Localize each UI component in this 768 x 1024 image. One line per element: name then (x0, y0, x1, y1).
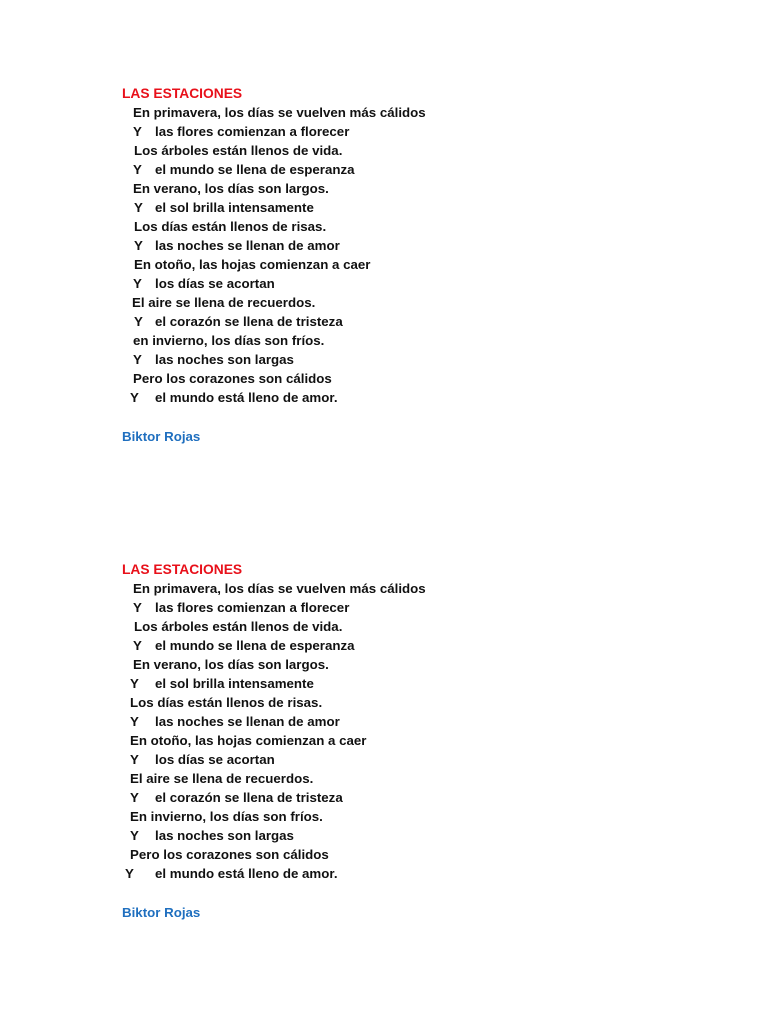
poem-line-conjunction: Y (125, 866, 134, 881)
poem-line-conjunction: Y (130, 828, 139, 843)
poem-line-text: En verano, los días son largos. (133, 657, 329, 672)
poem-title: LAS ESTACIONES (122, 562, 243, 577)
poem-line-text: Pero los corazones son cálidos (133, 371, 332, 386)
poem-line-text: el sol brilla intensamente (155, 676, 314, 691)
poem-line-text: las noches se llenan de amor (155, 714, 340, 729)
poem-line-text: En otoño, las hojas comienzan a caer (134, 257, 371, 272)
poem-line-text: Los árboles están llenos de vida. (134, 143, 343, 158)
poem-line-conjunction: Y (133, 352, 142, 367)
poem-line-text: En verano, los días son largos. (133, 181, 329, 196)
poem-line-text: Pero los corazones son cálidos (130, 847, 329, 862)
poem-line-text: En primavera, los días se vuelven más cálidos (133, 581, 426, 596)
poem-line-text: el sol brilla intensamente (155, 200, 314, 215)
poem-line-conjunction: Y (130, 752, 139, 767)
poem-title: LAS ESTACIONES (122, 86, 243, 101)
poem-line-text: El aire se llena de recuerdos. (130, 771, 314, 786)
poem-line-text: Los árboles están llenos de vida. (134, 619, 343, 634)
poem-line-conjunction: Y (133, 162, 142, 177)
poem-line-text: En primavera, los días se vuelven más cálidos (133, 105, 426, 120)
poem-line-conjunction: Y (134, 200, 143, 215)
poem-line-text: las flores comienzan a florecer (155, 600, 350, 615)
poem-line-text: En invierno, los días son fríos. (130, 809, 323, 824)
poem-author: Biktor Rojas (122, 429, 201, 444)
poem-line-text: las noches son largas (155, 352, 294, 367)
poem-line-text: los días se acortan (155, 276, 275, 291)
poem-line-conjunction: Y (134, 314, 143, 329)
poem-line-text: los días se acortan (155, 752, 275, 767)
poem-line-conjunction: Y (133, 124, 142, 139)
poem-line-text: El aire se llena de recuerdos. (132, 295, 316, 310)
poem-line-text: las flores comienzan a florecer (155, 124, 350, 139)
poem-line-conjunction: Y (130, 390, 139, 405)
poem-author: Biktor Rojas (122, 905, 201, 920)
poem-line-text: el mundo se llena de esperanza (155, 638, 355, 653)
poem-line-text: el mundo está lleno de amor. (155, 866, 338, 881)
poem-line-text: Los días están llenos de risas. (130, 695, 323, 710)
poem-line-conjunction: Y (133, 600, 142, 615)
poem-line-conjunction: Y (133, 276, 142, 291)
poem-line-text: En otoño, las hojas comienzan a caer (130, 733, 367, 748)
poem-line-conjunction: Y (130, 676, 139, 691)
poem-line-text: Los días están llenos de risas. (134, 219, 327, 234)
poem-line-conjunction: Y (130, 790, 139, 805)
poem-line-text: en invierno, los días son fríos. (133, 333, 325, 348)
poem-line-conjunction: Y (133, 638, 142, 653)
poem-line-text: el mundo se llena de esperanza (155, 162, 355, 177)
poem-line-text: las noches son largas (155, 828, 294, 843)
poem-line-text: el corazón se llena de tristeza (155, 314, 343, 329)
poem-line-conjunction: Y (130, 714, 139, 729)
poem-line-text: el mundo está lleno de amor. (155, 390, 338, 405)
poem-line-text: el corazón se llena de tristeza (155, 790, 343, 805)
poem-line-conjunction: Y (134, 238, 143, 253)
poem-line-text: las noches se llenan de amor (155, 238, 340, 253)
